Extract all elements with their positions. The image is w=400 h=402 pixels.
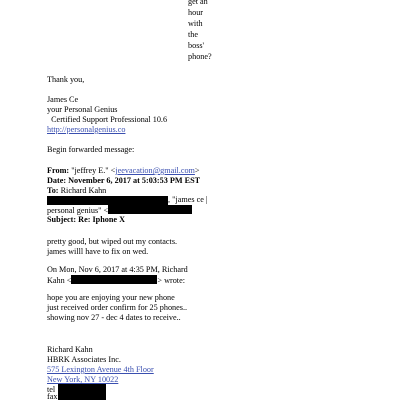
to-value: Richard Kahn [60,186,107,195]
redaction-box [47,196,168,205]
thanks-text: Thank you, [47,75,85,84]
to-line2-tail: , "james ce | [168,195,208,204]
quote-line: showing nov 27 - dec 4 dates to receive.. [47,313,181,322]
certification-line: Certified Support Professional 10.6 [47,115,168,124]
from-value: "jeffrey E." < [71,166,116,175]
to-line [47,186,106,196]
fragment-line: get an [188,0,208,6]
quote-line: just received order confirm for 25 phones.. [47,303,188,312]
fragment-line: boss' [188,41,205,50]
subject-value: Re: Iphone X [78,215,126,224]
forward-intro: Begin forwarded message: [47,145,135,154]
fragment-line: phone? [188,52,212,61]
redaction-box [71,275,157,284]
footer-tel-label: tel [47,385,56,394]
body-line: james willl have to fix on wed. [47,247,149,256]
body-line: pretty good, but wiped out my contacts. [47,237,178,246]
footer-address-line1[interactable]: 575 Lexington Avenue 4th Floor [47,365,154,374]
footer-fax-label: fax [47,392,58,401]
date-label: Date: [47,176,67,185]
footer-company: HBRK Associates Inc. [47,355,121,364]
date-line [47,176,200,186]
sender-company: your Personal Genius [47,105,118,114]
redaction-box [108,205,192,214]
quote-intro: On Mon, Nov 6, 2017 at 4:35 PM, Richard [47,265,188,274]
footer-address-line2[interactable]: New York, NY 10022 [47,375,119,384]
from-email-link[interactable]: jeevacation@gmail.com [115,166,195,175]
fragment-line: hour [188,8,204,17]
from-end: > [194,166,200,175]
quote-line: hope you are enjoying your new phone [47,293,175,302]
footer-name: Richard Kahn [47,345,93,354]
date-value: November 6, 2017 at 5:03:53 PM EST [68,176,201,185]
from-label: From: [47,166,70,175]
fragment-line: with [188,19,203,28]
redaction-box [58,393,106,400]
subject-label: Subject: [47,215,77,224]
quote-intro-line2 [47,275,185,286]
from-line [47,166,200,176]
to-line3-start: personal genius" < [47,206,109,215]
sender-name: James Ce [47,95,79,104]
fragment-line: the [188,30,199,39]
quote-intro-end: > wrote: [157,276,185,285]
redaction-box [58,384,106,393]
quote-intro-start: Kahn < [47,276,72,285]
website-link[interactable]: http://personalgenius.co [47,125,126,134]
subject-line [47,215,125,225]
to-label: To: [47,186,59,195]
